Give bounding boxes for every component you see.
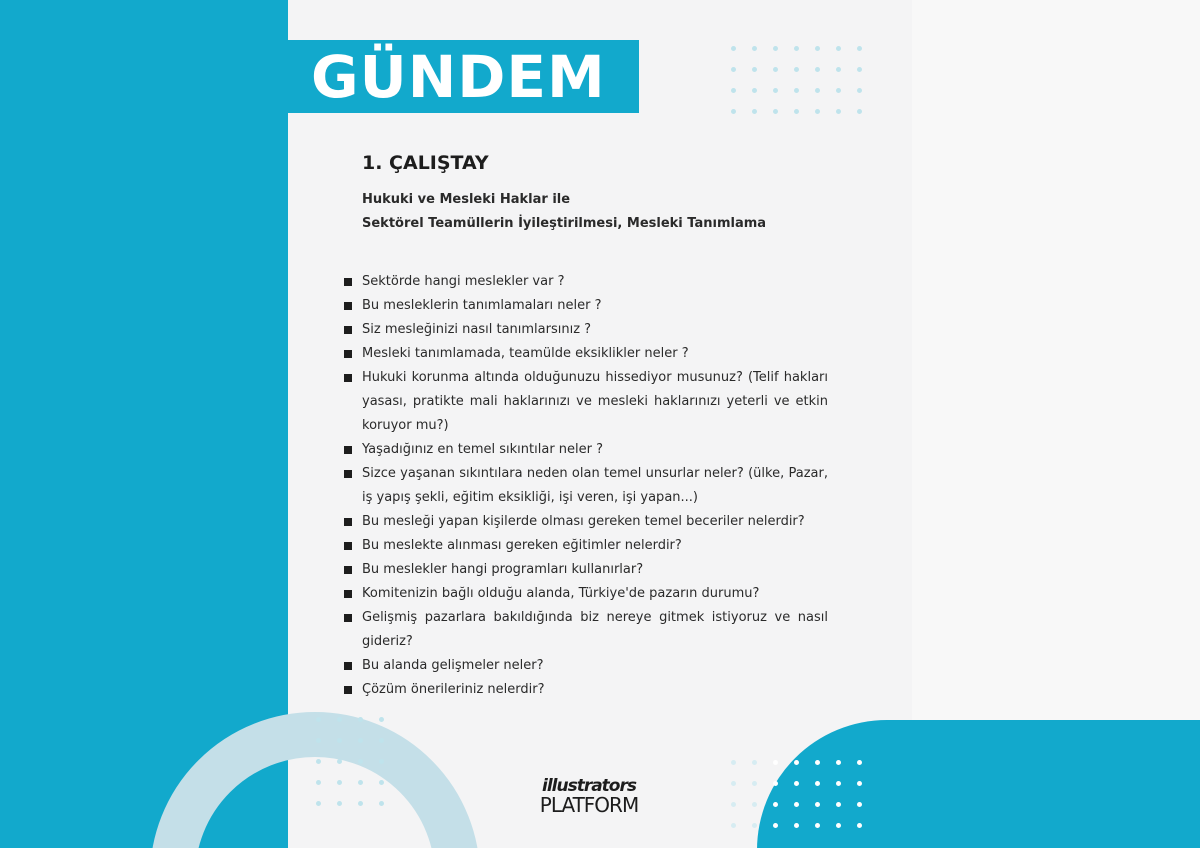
decorative-dot	[836, 781, 841, 786]
decorative-dot	[815, 781, 820, 786]
decorative-dot	[815, 760, 820, 765]
decorative-dot	[836, 760, 841, 765]
decorative-dot	[316, 759, 321, 764]
decorative-dot	[794, 88, 799, 93]
square-bullet-icon	[344, 686, 352, 694]
list-item-text: Bu alanda gelişmeler neler?	[362, 658, 544, 673]
decorative-dot	[857, 109, 862, 114]
decorative-dot	[316, 801, 321, 806]
decorative-dot	[857, 823, 862, 828]
list-item	[344, 606, 828, 654]
decorative-dot	[815, 802, 820, 807]
decorative-dot	[836, 88, 841, 93]
decorative-dot	[752, 760, 757, 765]
decorative-dot	[815, 67, 820, 72]
list-item-text: Bu meslekler hangi programları kullanırlar?	[362, 562, 644, 577]
dot-pattern-bottom-right	[731, 760, 878, 844]
square-bullet-icon	[344, 614, 352, 622]
decorative-dot	[358, 759, 363, 764]
decorative-dot	[379, 738, 384, 743]
decorative-dot	[731, 88, 736, 93]
illustrators-platform-logo	[534, 777, 644, 815]
decorative-dot	[773, 109, 778, 114]
logo-line-1: illustrators	[542, 776, 636, 796]
list-item-text: Sektörde hangi meslekler var ?	[362, 274, 565, 289]
list-item-text: Mesleki tanımlamada, teamülde eksiklikler neler ?	[362, 346, 689, 361]
square-bullet-icon	[344, 566, 352, 574]
decorative-dot	[773, 760, 778, 765]
list-item	[344, 366, 828, 438]
list-item	[344, 294, 828, 318]
decorative-dot	[358, 738, 363, 743]
square-bullet-icon	[344, 518, 352, 526]
decorative-dot	[836, 67, 841, 72]
list-item	[344, 678, 828, 702]
decorative-dot	[731, 46, 736, 51]
decorative-block	[886, 720, 1200, 848]
decorative-dot	[752, 823, 757, 828]
list-item-text: Hukuki korunma altında olduğunuzu hissediyor musunuz? (Telif hakları yasası, pratikte mali haklarınızı ve mesleki haklarınızı yeterli ve etkin koruyor mu?)	[362, 370, 828, 433]
decorative-dot	[857, 88, 862, 93]
decorative-dot	[752, 109, 757, 114]
list-item-text: Bu mesleği yapan kişilerde olması gereken temel beceriler nelerdir?	[362, 514, 805, 529]
square-bullet-icon	[344, 350, 352, 358]
list-item	[344, 558, 828, 582]
decorative-dot	[731, 760, 736, 765]
list-item	[344, 342, 828, 366]
decorative-dot	[731, 109, 736, 114]
decorative-dot	[337, 717, 342, 722]
list-item	[344, 270, 828, 294]
decorative-dot	[731, 823, 736, 828]
dot-pattern-bottom-left	[316, 717, 400, 822]
decorative-dot	[857, 760, 862, 765]
decorative-dot	[773, 46, 778, 51]
decorative-dot	[752, 88, 757, 93]
square-bullet-icon	[344, 446, 352, 454]
decorative-dot	[379, 759, 384, 764]
decorative-dot	[337, 780, 342, 785]
list-item	[344, 582, 828, 606]
decorative-dot	[836, 109, 841, 114]
list-item-text: Bu mesleklerin tanımlamaları neler ?	[362, 298, 602, 313]
decorative-dot	[337, 759, 342, 764]
list-item	[344, 654, 828, 678]
list-item	[344, 438, 828, 462]
list-item-text: Sizce yaşanan sıkıntılara neden olan temel unsurlar neler? (ülke, Pazar, iş yapış şekli, eğitim eksikliği, işi veren, işi yapan...)	[362, 466, 828, 505]
decorative-dot	[836, 802, 841, 807]
decorative-dot	[815, 46, 820, 51]
decorative-dot	[358, 780, 363, 785]
decorative-dot	[358, 717, 363, 722]
decorative-dot	[379, 801, 384, 806]
section-subtitle-line-2: Sektörel Teamüllerin İyileştirilmesi, Mesleki Tanımlama	[362, 216, 767, 231]
decorative-dot	[857, 802, 862, 807]
decorative-dot	[316, 738, 321, 743]
decorative-dot	[773, 823, 778, 828]
section-subtitle-line-1: Hukuki ve Mesleki Haklar ile	[362, 192, 571, 207]
dot-pattern-top	[731, 46, 878, 130]
decorative-dot	[337, 801, 342, 806]
decorative-dot	[752, 46, 757, 51]
list-item-text: Komitenizin bağlı olduğu alanda, Türkiye'de pazarın durumu?	[362, 586, 760, 601]
square-bullet-icon	[344, 470, 352, 478]
square-bullet-icon	[344, 662, 352, 670]
decorative-dot	[815, 88, 820, 93]
list-item	[344, 462, 828, 510]
decorative-dot	[794, 46, 799, 51]
decorative-dot	[731, 67, 736, 72]
decorative-dot	[752, 802, 757, 807]
square-bullet-icon	[344, 590, 352, 598]
square-bullet-icon	[344, 278, 352, 286]
left-accent-panel	[0, 0, 288, 848]
decorative-dot	[773, 781, 778, 786]
decorative-dot	[794, 109, 799, 114]
logo-line-2: PLATFORM	[539, 793, 639, 817]
square-bullet-icon	[344, 542, 352, 550]
decorative-dot	[815, 109, 820, 114]
section-heading: 1. ÇALIŞTAY	[362, 152, 489, 174]
decorative-dot	[752, 781, 757, 786]
decorative-dot	[773, 88, 778, 93]
agenda-content	[344, 152, 844, 702]
square-bullet-icon	[344, 326, 352, 334]
decorative-dot	[857, 46, 862, 51]
decorative-dot	[836, 46, 841, 51]
list-item	[344, 510, 828, 534]
decorative-dot	[773, 802, 778, 807]
question-list	[344, 270, 844, 702]
title-banner	[288, 40, 639, 113]
decorative-dot	[857, 67, 862, 72]
decorative-dot	[379, 717, 384, 722]
decorative-dot	[316, 717, 321, 722]
list-item-text: Gelişmiş pazarlara bakıldığında biz nereye gitmek istiyoruz ve nasıl gideriz?	[362, 610, 828, 649]
decorative-dot	[794, 802, 799, 807]
decorative-dot	[773, 67, 778, 72]
decorative-dot	[379, 780, 384, 785]
decorative-dot	[815, 823, 820, 828]
decorative-dot	[794, 67, 799, 72]
decorative-dot	[836, 823, 841, 828]
decorative-dot	[794, 760, 799, 765]
decorative-dot	[337, 738, 342, 743]
decorative-dot	[794, 823, 799, 828]
list-item	[344, 534, 828, 558]
list-item	[344, 318, 828, 342]
list-item-text: Siz mesleğinizi nasıl tanımlarsınız ?	[362, 322, 592, 337]
decorative-dot	[358, 801, 363, 806]
list-item-text: Bu meslekte alınması gereken eğitimler nelerdir?	[362, 538, 682, 553]
decorative-dot	[731, 802, 736, 807]
list-item-text: Yaşadığınız en temel sıkıntılar neler ?	[362, 442, 604, 457]
decorative-dot	[857, 781, 862, 786]
decorative-dot	[752, 67, 757, 72]
square-bullet-icon	[344, 374, 352, 382]
square-bullet-icon	[344, 302, 352, 310]
page-title: GÜNDEM	[311, 42, 606, 111]
decorative-dot	[794, 781, 799, 786]
decorative-dot	[731, 781, 736, 786]
list-item-text: Çözüm önerileriniz nelerdir?	[362, 682, 545, 697]
decorative-dot	[316, 780, 321, 785]
